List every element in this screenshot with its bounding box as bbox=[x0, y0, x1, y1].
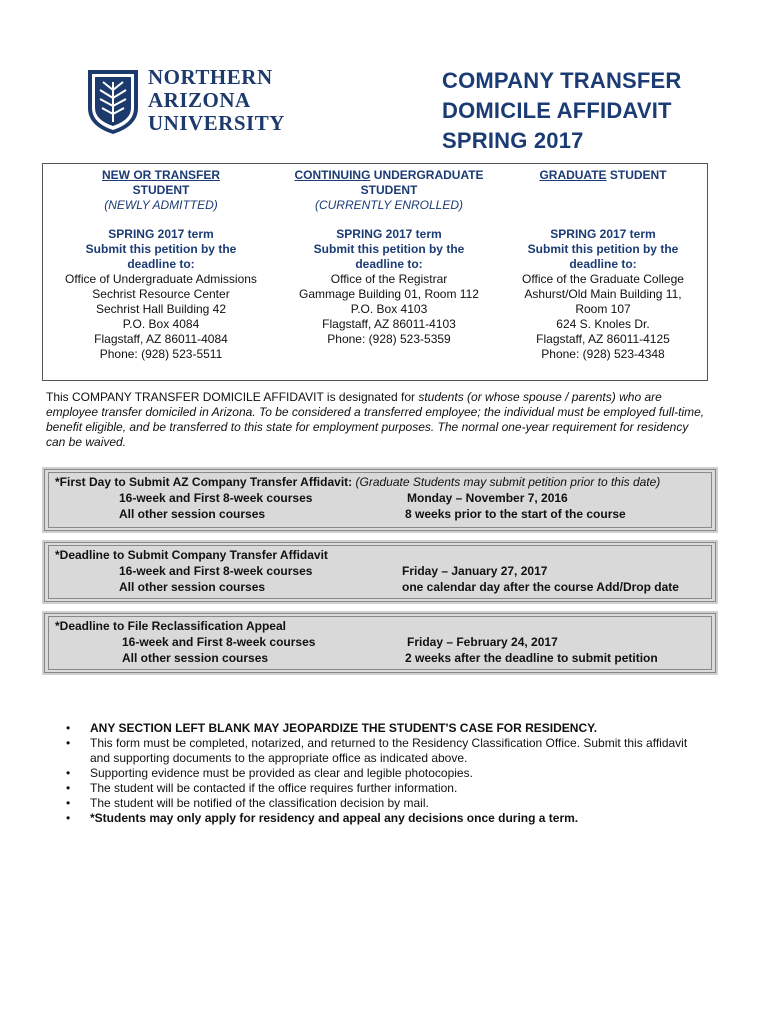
list-item bbox=[60, 736, 700, 766]
list-item-text: The student will be notified of the classification decision by mail. bbox=[90, 796, 429, 810]
submit-line: deadline to: bbox=[569, 257, 637, 271]
submit-line: deadline to: bbox=[355, 257, 423, 271]
deadline-box-submit bbox=[42, 540, 718, 604]
address-line: Office of the Graduate College bbox=[522, 272, 684, 286]
heading-underlined: CONTINUING bbox=[294, 168, 371, 182]
column-subheading: (NEWLY ADMITTED) bbox=[104, 198, 218, 212]
deadline-row-label: 16-week and First 8-week courses bbox=[119, 564, 313, 578]
title-line: DOMICILE AFFIDAVIT bbox=[442, 98, 672, 123]
address-line: P.O. Box 4084 bbox=[122, 317, 200, 331]
column-new-transfer bbox=[51, 168, 271, 362]
deadline-row-value: 8 weeks prior to the start of the course bbox=[405, 507, 626, 521]
list-item-text: ANY SECTION LEFT BLANK MAY JEOPARDIZE THE STUDENT'S CASE FOR RESIDENCY. bbox=[90, 721, 598, 735]
bullet-icon: • bbox=[66, 781, 71, 795]
list-item-text: *Students may only apply for residency and appeal any decisions once during a term. bbox=[90, 811, 579, 825]
deadline-row-label: All other session courses bbox=[122, 651, 269, 665]
deadline-title bbox=[55, 548, 328, 563]
deadline-box-inner bbox=[48, 616, 712, 670]
term-label: SPRING 2017 term bbox=[550, 227, 656, 241]
deadline-title bbox=[55, 619, 286, 634]
intro-italic: students (or whose spouse / parents) who are employee transfer domiciled in Arizona. To be considered a transferred employee; the individual must be employed full-time, benefit eligible, and be transferred to this state for employment purposes. The normal one-year requirement for residency can be waived. bbox=[46, 390, 705, 449]
column-continuing bbox=[279, 168, 499, 347]
heading-rest: UNDERGRADUATE bbox=[370, 168, 484, 182]
deadline-title-text: *Deadline to File Reclassification Appeal bbox=[55, 619, 286, 633]
submit-line: Submit this petition by the bbox=[527, 242, 679, 256]
deadline-box-first-day bbox=[42, 467, 718, 533]
nau-logo bbox=[86, 66, 291, 140]
submit-line: Submit this petition by the bbox=[313, 242, 465, 256]
column-heading bbox=[279, 168, 499, 183]
deadline-row-value: Friday – February 24, 2017 bbox=[407, 635, 558, 649]
deadline-row-label: All other session courses bbox=[119, 507, 266, 521]
address-line: Flagstaff, AZ 86011-4103 bbox=[322, 317, 456, 331]
deadline-title-text: *First Day to Submit AZ Company Transfer Affidavit: bbox=[55, 475, 353, 489]
deadline-row-label: 16-week and First 8-week courses bbox=[122, 635, 316, 649]
list-item bbox=[60, 766, 700, 781]
address-line: Flagstaff, AZ 86011-4125 bbox=[536, 332, 670, 346]
address-line: Sechrist Hall Building 42 bbox=[95, 302, 227, 316]
address-line: Office of Undergraduate Admissions bbox=[65, 272, 257, 286]
intro-plain: This COMPANY TRANSFER DOMICILE AFFIDAVIT is designated for bbox=[46, 390, 419, 404]
term-label: SPRING 2017 term bbox=[108, 227, 214, 241]
bullet-icon: • bbox=[66, 796, 71, 810]
column-heading-line2: STUDENT bbox=[132, 183, 190, 197]
deadline-row-label: All other session courses bbox=[119, 580, 266, 594]
deadline-title-text: *Deadline to Submit Company Transfer Affidavit bbox=[55, 548, 328, 562]
deadline-box-inner bbox=[48, 472, 712, 528]
address-line: Ashurst/Old Main Building 11, bbox=[524, 287, 682, 301]
deadline-row-label: 16-week and First 8-week courses bbox=[119, 491, 313, 505]
list-item bbox=[60, 721, 700, 736]
heading-underlined: NEW OR TRANSFER bbox=[102, 168, 220, 182]
submit-line: deadline to: bbox=[127, 257, 195, 271]
intro-paragraph bbox=[46, 390, 706, 450]
logo-line: ARIZONA bbox=[148, 88, 251, 112]
bullet-icon: • bbox=[66, 721, 71, 735]
heading-underlined: GRADUATE bbox=[539, 168, 607, 182]
deadline-row-value: one calendar day after the course Add/Drop date bbox=[402, 580, 679, 594]
address-line: Flagstaff, AZ 86011-4084 bbox=[94, 332, 228, 346]
logo-line: UNIVERSITY bbox=[148, 111, 285, 135]
deadline-row-value: Friday – January 27, 2017 bbox=[402, 564, 548, 578]
column-heading bbox=[505, 168, 701, 183]
bullet-icon: • bbox=[66, 811, 71, 825]
list-item bbox=[60, 796, 700, 811]
address-line: Office of the Registrar bbox=[330, 272, 448, 286]
title-line: COMPANY TRANSFER bbox=[442, 68, 682, 93]
heading-rest: STUDENT bbox=[606, 168, 667, 182]
bullet-icon: • bbox=[66, 736, 71, 750]
address-line: Phone: (928) 523-4348 bbox=[541, 347, 665, 361]
deadline-box-appeal bbox=[42, 611, 718, 675]
deadline-title bbox=[55, 475, 660, 490]
office-table bbox=[42, 163, 708, 381]
list-item-text: This form must be completed, notarized, and returned to the Residency Classification Office. Submit this affidavit and supporting documents to the appropriate office as indicated above. bbox=[90, 736, 688, 765]
logo-wordmark bbox=[148, 66, 285, 135]
submit-line: Submit this petition by the bbox=[85, 242, 237, 256]
list-item-text: The student will be contacted if the office requires further information. bbox=[90, 781, 458, 795]
deadline-row-value: 2 weeks after the deadline to submit petition bbox=[405, 651, 658, 665]
document-title bbox=[442, 66, 682, 156]
column-heading-line2: STUDENT bbox=[360, 183, 418, 197]
term-label: SPRING 2017 term bbox=[336, 227, 442, 241]
address-line: Room 107 bbox=[575, 302, 631, 316]
bullet-icon: • bbox=[66, 766, 71, 780]
list-item-text: Supporting evidence must be provided as clear and legible photocopies. bbox=[90, 766, 473, 780]
deadline-box-inner bbox=[48, 545, 712, 599]
column-graduate bbox=[505, 168, 701, 362]
title-line: SPRING 2017 bbox=[442, 128, 584, 153]
address-line: Sechrist Resource Center bbox=[92, 287, 230, 301]
deadline-row-value: Monday – November 7, 2016 bbox=[407, 491, 568, 505]
logo-line: NORTHERN bbox=[148, 65, 273, 89]
address-line: Phone: (928) 523-5359 bbox=[327, 332, 451, 346]
column-subheading: (CURRENTLY ENROLLED) bbox=[314, 198, 464, 212]
list-item bbox=[60, 811, 700, 826]
column-heading bbox=[51, 168, 271, 183]
address-line: Gammage Building 01, Room 112 bbox=[299, 287, 479, 301]
deadline-title-note: (Graduate Students may submit petition prior to this date) bbox=[352, 475, 661, 489]
shield-icon bbox=[86, 68, 140, 136]
address-line: Phone: (928) 523-5511 bbox=[99, 347, 223, 361]
instruction-list bbox=[60, 721, 700, 826]
list-item bbox=[60, 781, 700, 796]
address-line: P.O. Box 4103 bbox=[350, 302, 428, 316]
address-line: 624 S. Knoles Dr. bbox=[556, 317, 650, 331]
